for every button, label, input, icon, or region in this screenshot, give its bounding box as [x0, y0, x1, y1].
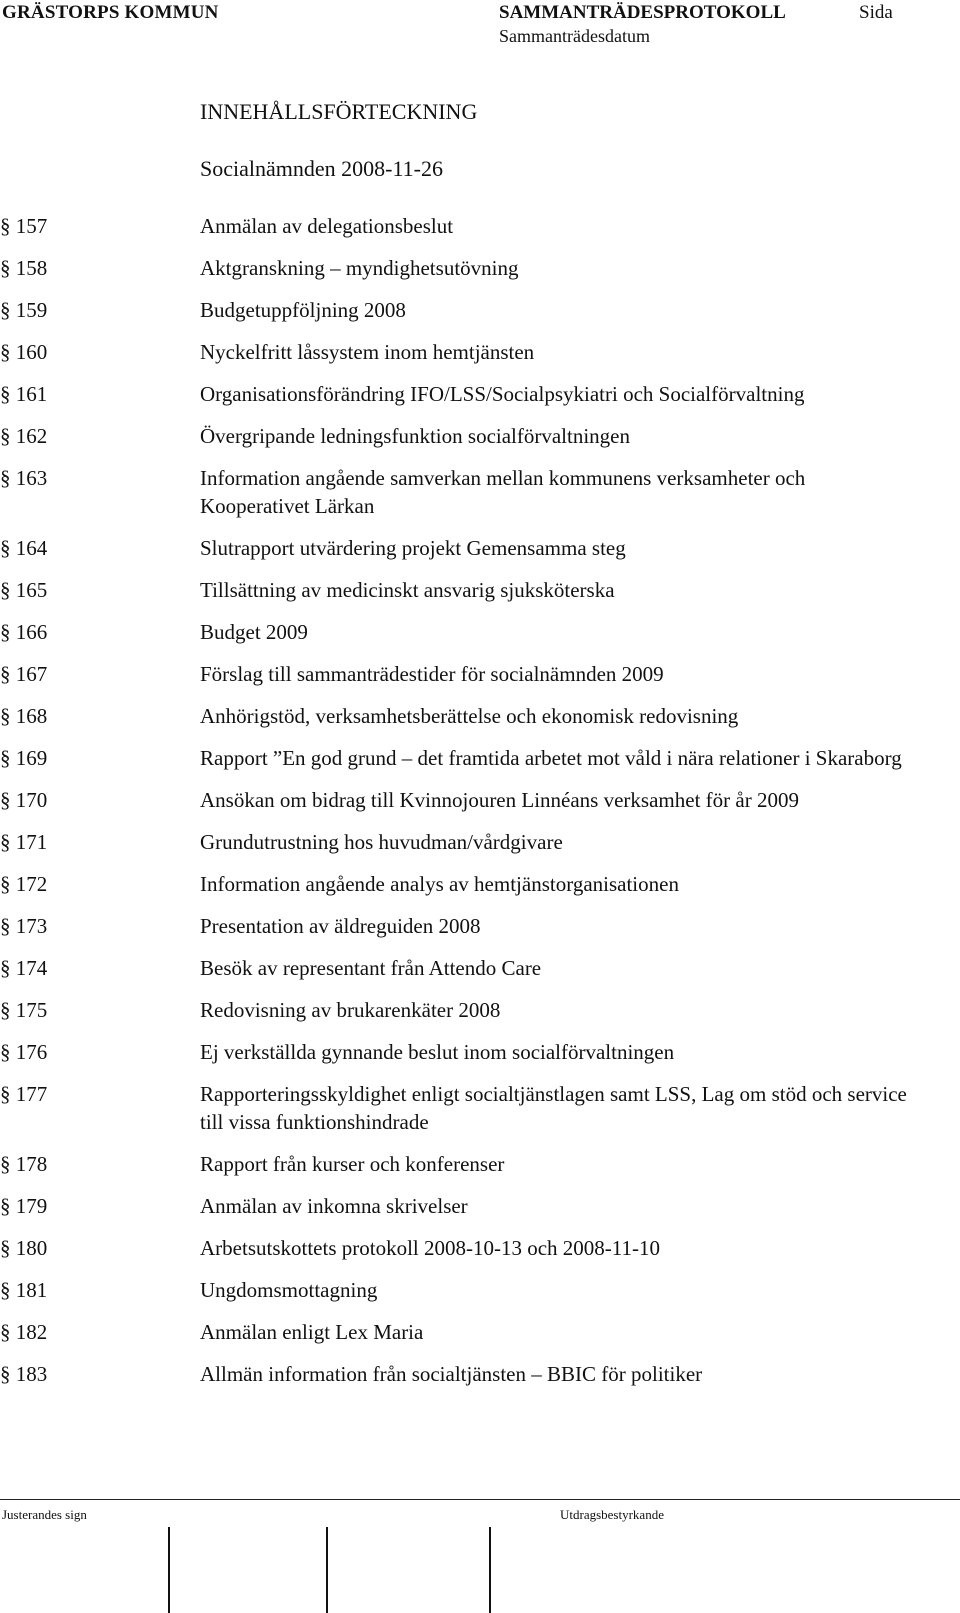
section-symbol: §	[0, 830, 11, 854]
toc-item	[0, 338, 960, 366]
section-number	[0, 464, 200, 492]
section-symbol: §	[0, 578, 11, 602]
section-number-value: 179	[15, 1194, 48, 1218]
section-title: Nyckelfritt låssystem inom hemtjänsten	[200, 340, 535, 364]
section-title: Övergripande ledningsfunktion socialförvaltningen	[200, 424, 631, 448]
section-number	[0, 870, 200, 898]
section-symbol: §	[0, 662, 11, 686]
section-number-value: 170	[15, 788, 48, 812]
section-title: Budget 2009	[200, 620, 308, 644]
section-number-value: 174	[15, 956, 48, 980]
section-number-value: 183	[15, 1362, 48, 1386]
toc-item	[0, 1360, 960, 1388]
section-title: Rapport från kurser och konferenser	[200, 1152, 505, 1176]
section-number	[0, 786, 200, 814]
section-symbol: §	[0, 214, 11, 238]
section-title: Organisationsförändring IFO/LSS/Socialpsykiatri och Socialförvaltning	[200, 382, 805, 406]
section-symbol: §	[0, 956, 11, 980]
signature-box-divider	[326, 1527, 328, 1613]
section-title: Presentation av äldreguiden 2008	[200, 914, 481, 938]
section-title: Besök av representant från Attendo Care	[200, 956, 542, 980]
section-title: Rapporteringsskyldighet enligt socialtjänstlagen samt LSS, Lag om stöd och service till vissa funktionshindrade	[200, 1082, 907, 1134]
section-number-value: 162	[15, 424, 48, 448]
toc-item	[0, 576, 960, 604]
section-symbol: §	[0, 466, 11, 490]
toc-item	[0, 296, 960, 324]
section-symbol: §	[0, 914, 11, 938]
toc-item	[0, 1192, 960, 1220]
section-number	[0, 954, 200, 982]
footer-divider	[0, 1499, 960, 1500]
document-type: SAMMANTRÄDESPROTOKOLL	[499, 2, 786, 23]
section-number-value: 165	[15, 578, 48, 602]
toc-item	[0, 1234, 960, 1262]
toc-item	[0, 744, 960, 772]
section-title: Tillsättning av medicinskt ansvarig sjuksköterska	[200, 578, 615, 602]
signature-box-divider	[489, 1527, 491, 1613]
section-symbol: §	[0, 1194, 11, 1218]
section-number	[0, 1150, 200, 1178]
section-number	[0, 912, 200, 940]
toc-item	[0, 660, 960, 688]
section-number-value: 159	[15, 298, 48, 322]
section-symbol: §	[0, 1152, 11, 1176]
section-number	[0, 660, 200, 688]
section-number-value: 182	[15, 1320, 48, 1344]
section-number	[0, 828, 200, 856]
toc-item	[0, 996, 960, 1024]
section-title: Aktgranskning – myndighetsutövning	[200, 256, 519, 280]
section-number	[0, 212, 200, 240]
page-subtitle: Socialnämnden 2008-11-26	[200, 156, 443, 181]
section-symbol: §	[0, 1278, 11, 1302]
section-number-value: 171	[15, 830, 48, 854]
toc-item	[0, 254, 960, 282]
section-number-value: 157	[15, 214, 48, 238]
page-label: Sida	[859, 2, 893, 23]
section-title: Anmälan av delegationsbeslut	[200, 214, 454, 238]
section-number-value: 163	[15, 466, 48, 490]
section-symbol: §	[0, 872, 11, 896]
section-title: Information angående samverkan mellan kommunens verksamheter och Kooperativet Lärkan	[200, 466, 806, 518]
section-number	[0, 296, 200, 324]
section-number	[0, 702, 200, 730]
section-symbol: §	[0, 536, 11, 560]
section-number	[0, 254, 200, 282]
toc-item	[0, 954, 960, 982]
section-symbol: §	[0, 382, 11, 406]
section-number	[0, 576, 200, 604]
section-title: Budgetuppföljning 2008	[200, 298, 406, 322]
toc-item	[0, 828, 960, 856]
meeting-date-label: Sammanträdesdatum	[499, 26, 650, 46]
section-title: Arbetsutskottets protokoll 2008-10-13 och 2008-11-10	[200, 1236, 661, 1260]
section-symbol: §	[0, 1320, 11, 1344]
section-number-value: 169	[15, 746, 48, 770]
toc-item	[0, 212, 960, 240]
toc-item	[0, 1038, 960, 1066]
section-number-value: 181	[15, 1278, 48, 1302]
section-number	[0, 1038, 200, 1066]
section-number	[0, 1234, 200, 1262]
section-number	[0, 380, 200, 408]
section-title: Förslag till sammanträdestider för socialnämnden 2009	[200, 662, 664, 686]
section-number-value: 168	[15, 704, 48, 728]
section-number-value: 178	[15, 1152, 48, 1176]
section-symbol: §	[0, 256, 11, 280]
section-symbol: §	[0, 1362, 11, 1386]
section-number	[0, 1318, 200, 1346]
section-number-value: 173	[15, 914, 48, 938]
section-number	[0, 618, 200, 646]
section-symbol: §	[0, 1236, 11, 1260]
section-symbol: §	[0, 298, 11, 322]
toc-item	[0, 422, 960, 450]
toc-item	[0, 1318, 960, 1346]
section-number	[0, 338, 200, 366]
toc-item	[0, 618, 960, 646]
section-title: Anmälan av inkomna skrivelser	[200, 1194, 468, 1218]
section-title: Redovisning av brukarenkäter 2008	[200, 998, 501, 1022]
section-number-value: 160	[15, 340, 48, 364]
section-title: Information angående analys av hemtjänstorganisationen	[200, 872, 679, 896]
table-of-contents	[0, 212, 960, 1402]
section-number-value: 180	[15, 1236, 48, 1260]
section-number	[0, 744, 200, 772]
section-number-value: 176	[15, 1040, 48, 1064]
toc-item	[0, 1276, 960, 1304]
section-number	[0, 1192, 200, 1220]
section-title: Ej verkställda gynnande beslut inom socialförvaltningen	[200, 1040, 675, 1064]
section-symbol: §	[0, 1082, 11, 1106]
page-header	[0, 2, 960, 50]
section-title: Allmän information från socialtjänsten – BBIC för politiker	[200, 1362, 703, 1386]
page-title: INNEHÅLLSFÖRTECKNING	[200, 99, 478, 124]
certification-label: Utdragsbestyrkande	[560, 1507, 664, 1522]
section-number	[0, 1360, 200, 1388]
section-symbol: §	[0, 788, 11, 812]
signature-box-divider	[168, 1527, 170, 1613]
signature-label: Justerandes sign	[2, 1507, 87, 1522]
section-title: Anhörigstöd, verksamhetsberättelse och ekonomisk redovisning	[200, 704, 739, 728]
toc-item	[0, 912, 960, 940]
section-number-value: 167	[15, 662, 48, 686]
section-title: Rapport ”En god grund – det framtida arbetet mot våld i nära relationer i Skaraborg	[200, 746, 902, 770]
section-title: Ansökan om bidrag till Kvinnojouren Linnéans verksamhet för år 2009	[200, 788, 799, 812]
section-number-value: 161	[15, 382, 48, 406]
toc-item	[0, 464, 960, 520]
section-number-value: 175	[15, 998, 48, 1022]
section-number-value: 166	[15, 620, 48, 644]
section-number	[0, 534, 200, 562]
section-symbol: §	[0, 704, 11, 728]
section-number-value: 177	[15, 1082, 48, 1106]
section-number-value: 172	[15, 872, 48, 896]
section-number-value: 164	[15, 536, 48, 560]
section-symbol: §	[0, 424, 11, 448]
section-number	[0, 422, 200, 450]
section-number	[0, 996, 200, 1024]
toc-item	[0, 870, 960, 898]
section-symbol: §	[0, 340, 11, 364]
toc-item	[0, 1150, 960, 1178]
section-symbol: §	[0, 998, 11, 1022]
section-number	[0, 1080, 200, 1108]
section-title: Grundutrustning hos huvudman/vårdgivare	[200, 830, 563, 854]
section-number	[0, 1276, 200, 1304]
toc-item	[0, 786, 960, 814]
section-symbol: §	[0, 746, 11, 770]
section-title: Slutrapport utvärdering projekt Gemensamma steg	[200, 536, 626, 560]
section-title: Ungdomsmottagning	[200, 1278, 378, 1302]
section-title: Anmälan enligt Lex Maria	[200, 1320, 424, 1344]
toc-item	[0, 1080, 960, 1136]
section-number-value: 158	[15, 256, 48, 280]
toc-item	[0, 380, 960, 408]
organization-name: GRÄSTORPS KOMMUN	[2, 2, 219, 23]
toc-item	[0, 534, 960, 562]
section-symbol: §	[0, 620, 11, 644]
section-symbol: §	[0, 1040, 11, 1064]
toc-item	[0, 702, 960, 730]
